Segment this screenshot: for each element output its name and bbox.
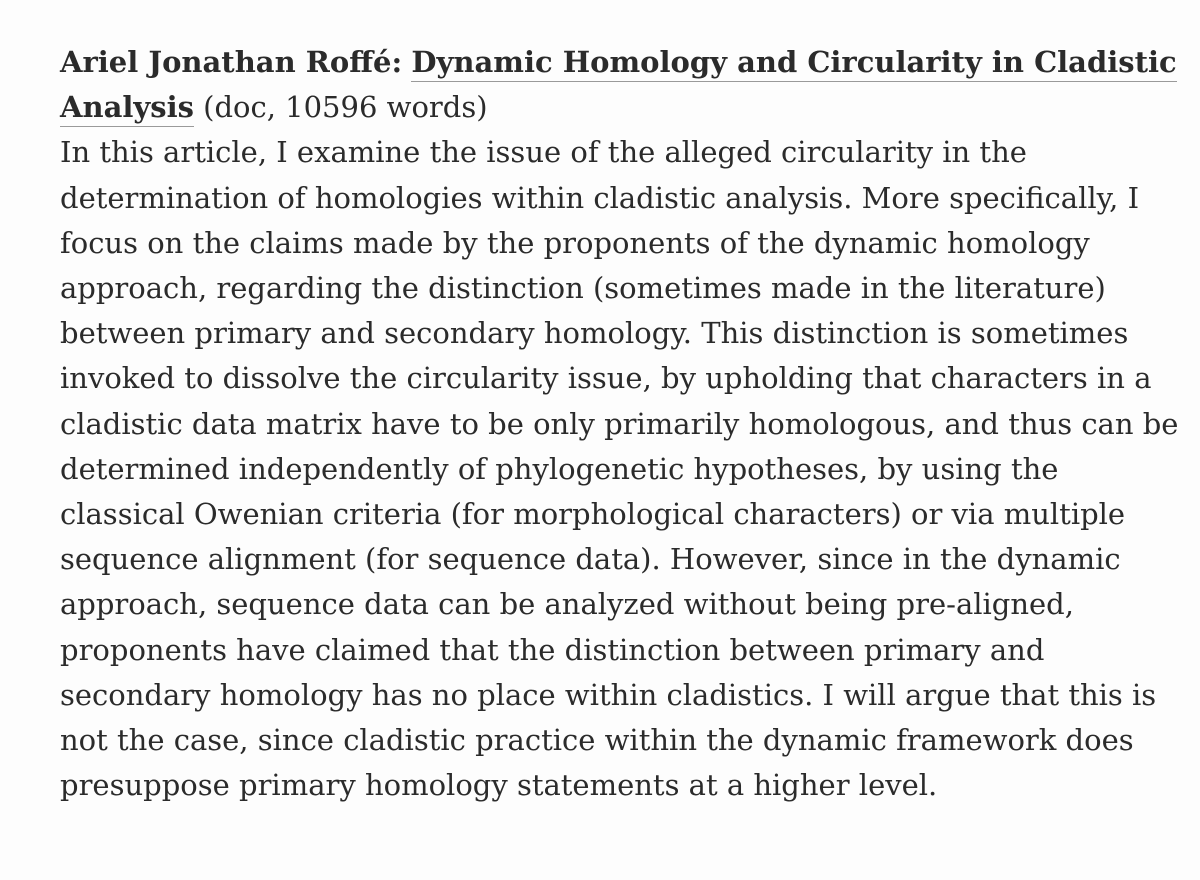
abstract-text: In this article, I examine the issue of the alleged circularity in the determination of homologies within cladistic analysis. More specifically, I focus on the claims made by the proponents of the dynamic homology approach, regarding the distinction (sometimes made in the literature) between primary and secondary homology. This distinction is sometimes invoked to dissolve the circularity issue, by upholding that characters in a cladistic data matrix have to be only primarily homologous, and thus can be determined independently of phylogenetic hypotheses, by using the classical Owenian criteria (for morphological characters) or via multiple sequence alignment (for sequence data). However, since in the dynamic approach, sequence data can be analyzed without being pre-aligned, proponents have claimed that the distinction between primary and secondary homology has no place within cladistics. I will argue that this is not the case, since cladistic practice within the dynamic framework does presuppose primary homology statements at a higher level. (60, 135, 1179, 803)
paper-title-link[interactable]: Dynamic Homology and Circularity in Cladistic Analysis (60, 45, 1177, 127)
document-meta: (doc, 10596 words) (203, 90, 488, 125)
author-name: Ariel Jonathan Roffé (60, 45, 392, 79)
entry-heading (60, 40, 1180, 130)
author-separator: : (391, 45, 403, 79)
paper-entry (60, 40, 1180, 808)
